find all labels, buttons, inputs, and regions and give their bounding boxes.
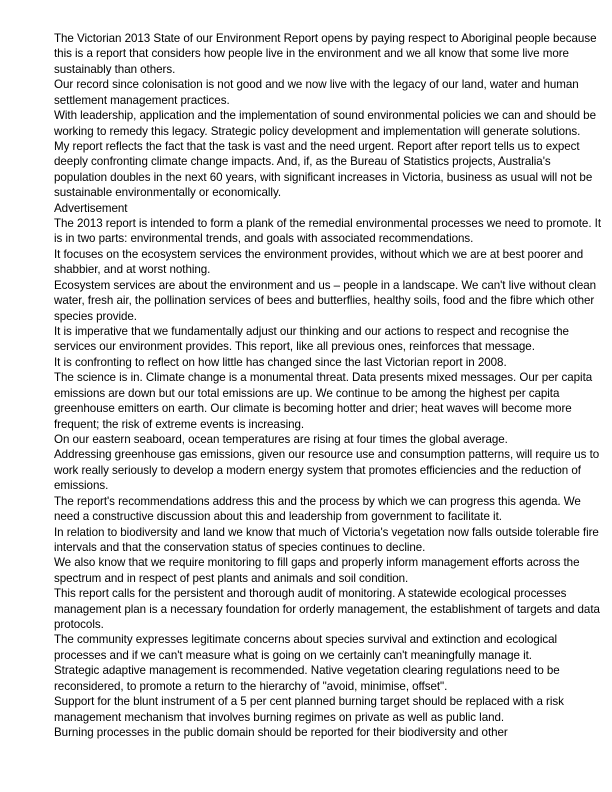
advertisement-label: Advertisement <box>54 201 128 215</box>
paragraph-adaptive-management: Strategic adaptive management is recommended. Native vegetation clearing regulations need to be reconsidered, to promote a return to the hierarchy of "avoid, minimise, offset". <box>54 664 560 693</box>
paragraph-burning-processes: Burning processes in the public domain should be reported for their biodiversity and other <box>54 725 508 739</box>
document-page <box>54 31 602 740</box>
paragraph-confronting: It is confronting to reflect on how little has changed since the last Victorian report in 2008. <box>54 355 507 369</box>
paragraph-intro: The Victorian 2013 State of our Environment Report opens by paying respect to Aboriginal people because this is a report that considers how people live in the environment and we all know that some live more sustainably than others. <box>54 32 597 76</box>
paragraph-colonisation: Our record since colonisation is not good and we now live with the legacy of our land, water and human settlement management practices. <box>54 78 579 107</box>
paragraph-leadership: With leadership, application and the implementation of sound environmental policies we can and should be working to remedy this legacy. Strategic policy development and implementation will generate solutions. <box>54 109 596 138</box>
paragraph-recommendations: The report's recommendations address this and the process by which we can progress this agenda. We need a constructive discussion about this and leadership from government to facilitate it. <box>54 494 581 524</box>
paragraph-urgency: My report reflects the fact that the task is vast and the need urgent. Report after report tells us to expect deeply confronting climate change impacts. And, if, as the Bureau of Statistics projects, Australia's population doubles in the next 60 years, with significant increases in Victoria, business as usual will not be sustainable environmentally or economically. <box>54 139 593 200</box>
paragraph-ocean-temperatures: On our eastern seaboard, ocean temperatures are rising at four times the global average. <box>54 432 508 446</box>
paragraph-monitoring: We also know that we require monitoring to fill gaps and properly inform management efforts across the spectrum and in respect of pest plants and animals and soil condition. <box>54 556 580 585</box>
paragraph-ecosystem-focus: It focuses on the ecosystem services the environment provides, without which we are at best poorer and shabbier, and at worst nothing. <box>54 247 584 277</box>
paragraph-audit: This report calls for the persistent and thorough audit of monitoring. A statewide ecological processes management plan is a necessary foundation for orderly management, the establishment of targets and data protocols. <box>54 587 600 632</box>
paragraph-ecosystem-services: Ecosystem services are about the environment and us – people in a landscape. We can't live without clean water, fresh air, the pollination services of bees and butterflies, healthy soils, food and the fibre which other species provide. <box>54 278 597 323</box>
paragraph-report-plank: The 2013 report is intended to form a plank of the remedial environmental processes we need to promote. It is in two parts: environmental trends, and goals with associated recommendations. <box>54 217 602 246</box>
paragraph-greenhouse: Addressing greenhouse gas emissions, given our resource use and consumption patterns, will require us to work really seriously to develop a modern energy system that promotes efficiencies and the reduction of emissions. <box>54 448 600 493</box>
paragraph-imperative: It is imperative that we fundamentally adjust our thinking and our actions to respect and recognise the services our environment provides. This report, like all previous ones, reinforces that message. <box>54 325 569 354</box>
paragraph-burning-target: Support for the blunt instrument of a 5 per cent planned burning target should be replaced with a risk management mechanism that involves burning regimes on private as well as public land. <box>54 695 564 724</box>
paragraph-biodiversity: In relation to biodiversity and land we know that much of Victoria's vegetation now falls outside tolerable fire intervals and that the conservation status of species continues to decline. <box>54 525 599 554</box>
paragraph-community: The community expresses legitimate concerns about species survival and extinction and ecological processes and if we can't measure what is going on we certainly can't meaningfully manage it. <box>54 633 558 662</box>
paragraph-science: The science is in. Climate change is a monumental threat. Data presents mixed messages. Our per capita emissions are down but our total emissions are up. We continue to be among the highest per capita greenhouse emitters on earth. Our climate is becoming hotter and drier; heat waves will become more frequent; the risk of extreme events is increasing. <box>54 371 593 431</box>
